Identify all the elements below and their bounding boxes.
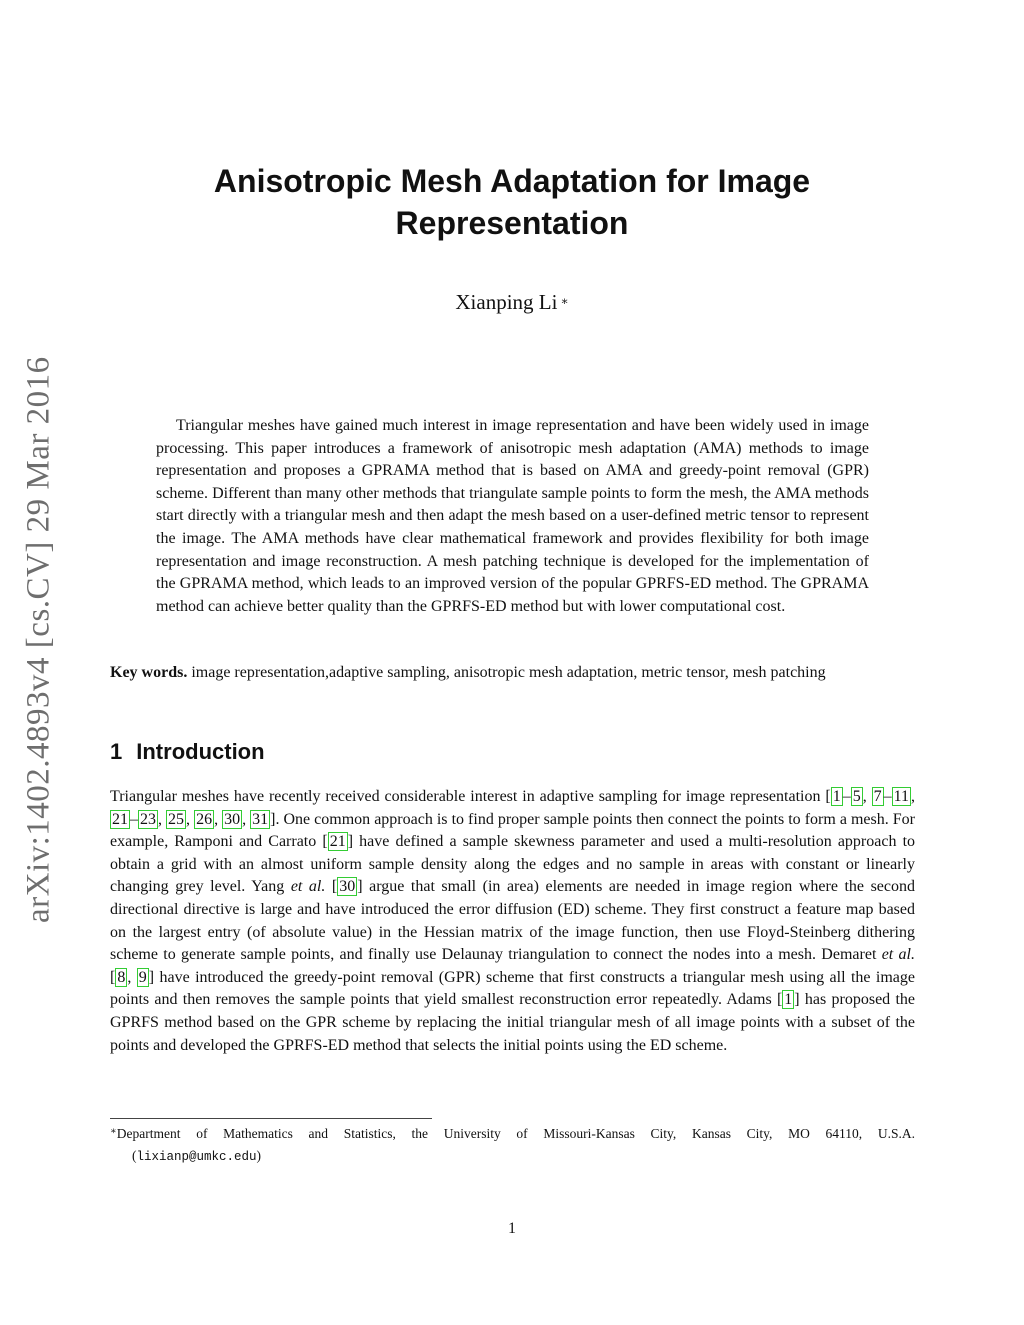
footnote-text: Department of Mathematics and Statistics, the University of Missouri-Kansas City, Kansas City, MO 64110, U.S.A. <box>116 1126 915 1141</box>
citation-link[interactable]: 1 <box>832 788 841 805</box>
citation-link[interactable]: 31 <box>252 810 269 828</box>
keywords-text: image representation,adaptive sampling, anisotropic mesh adaptation, metric tensor, mesh patching <box>191 664 826 681</box>
author-footnote-mark[interactable]: ∗ <box>560 294 569 308</box>
author-name: Xianping Li <box>455 290 558 314</box>
section-title: Introduction <box>136 739 265 764</box>
citation-link[interactable]: 23 <box>140 810 156 828</box>
author-block <box>0 290 1024 315</box>
page-number: 1 <box>508 1220 516 1237</box>
author-email[interactable]: lixianp@umkc.edu <box>136 1150 257 1164</box>
footnote-affiliation <box>110 1124 915 1146</box>
citation-link[interactable]: 1 <box>784 991 793 1009</box>
citation-link[interactable]: 21 <box>112 810 128 828</box>
footnote <box>110 1124 915 1167</box>
footnote-email-line: (lixianp@umkc.edu) <box>132 1148 262 1164</box>
citation-link[interactable]: 9 <box>138 968 147 986</box>
title-line-1: Anisotropic Mesh Adaptation for Image <box>213 163 811 199</box>
abstract: Triangular meshes have gained much interest in image representation and have been widely used in image processing. This paper introduces a framework of anisotropic mesh adaptation (AMA) methods to image representation and proposes a GPRAMA method that is based on AMA and greedy-point removal (GPR) scheme. Different than many other methods that triangulate sample points to form the mesh, the AMA methods start directly with a triangular mesh and then adapt the mesh based on a user-defined metric tensor to represent the image. The AMA methods have clear mathematical framework and provides flexibility for both image representation and image reconstruction. A mesh patching technique is developed for the implementation of the GPRAMA method, which leads to an improved version of the popular GPRFS-ED method. The GPRAMA method can achieve better quality than the GPRFS-ED method but with lower computational cost. <box>156 417 869 615</box>
keywords <box>110 662 915 685</box>
section-heading-introduction <box>110 737 265 767</box>
footnote-divider <box>110 1118 432 1119</box>
citation-link[interactable]: 21 <box>329 833 346 851</box>
citation-link[interactable]: 26 <box>196 810 213 828</box>
citation-link[interactable]: 25 <box>168 810 185 828</box>
citation-link[interactable]: 5 <box>852 788 861 805</box>
introduction-paragraph: Triangular meshes have recently received considerable interest in adaptive sampling for image representation [ 1 – 5 , 7 – 11 , 21 – 23 , 25 , 26 , 30 , 31 ]. One common approach is to find proper sample points then connect the points to form a mesh. For example, Ramponi and Carrato [ 21 ] have defined a sample skewness parameter and used a multi-resolution approach to obtain a grid with an almost uniform sample density along the edges and no sample in areas with constant or linearly changing grey level. Yang et al. [ 30 ] argue that small (in area) elements are needed in image region where the second directional directive is large and have introduced the error diffusion (ED) scheme. They first construct a feature map based on the largest entry (of absolute value) in the Hessian matrix of the image function, then use Floyd-Steinberg dithering scheme to generate sample points, and finally use Delaunay triangulation to connect the nodes into a mesh. Demaret et al. [ 8 , 9 ] have introduced the greedy-point removal (GPR) scheme that first constructs a triangular mesh using all the image points and then removes the sample points that yield smallest reconstruction error repeatedly. Adams [ 1 ] has proposed the GPRFS method based on the GPR scheme by replacing the initial triangular mesh of all image points with a subset of the points and developed the GPRFS-ED method that selects the initial points using the ED scheme. <box>110 788 916 1054</box>
paper-title <box>140 160 884 244</box>
title-line-2: Representation <box>395 205 629 241</box>
citation-link[interactable]: 30 <box>224 810 241 828</box>
keywords-label: Key words. <box>110 664 188 681</box>
citation-link[interactable]: 7 <box>873 788 882 805</box>
section-number: 1 <box>110 739 123 764</box>
arxiv-identifier: arXiv:1402.4893v4 [cs.CV] 29 Mar 2016 <box>20 356 57 924</box>
footnote-mark: ∗ <box>110 1126 117 1137</box>
citation-link[interactable]: 11 <box>893 788 910 805</box>
citation-link[interactable]: 8 <box>117 968 126 986</box>
citation-link[interactable]: 30 <box>339 878 356 896</box>
